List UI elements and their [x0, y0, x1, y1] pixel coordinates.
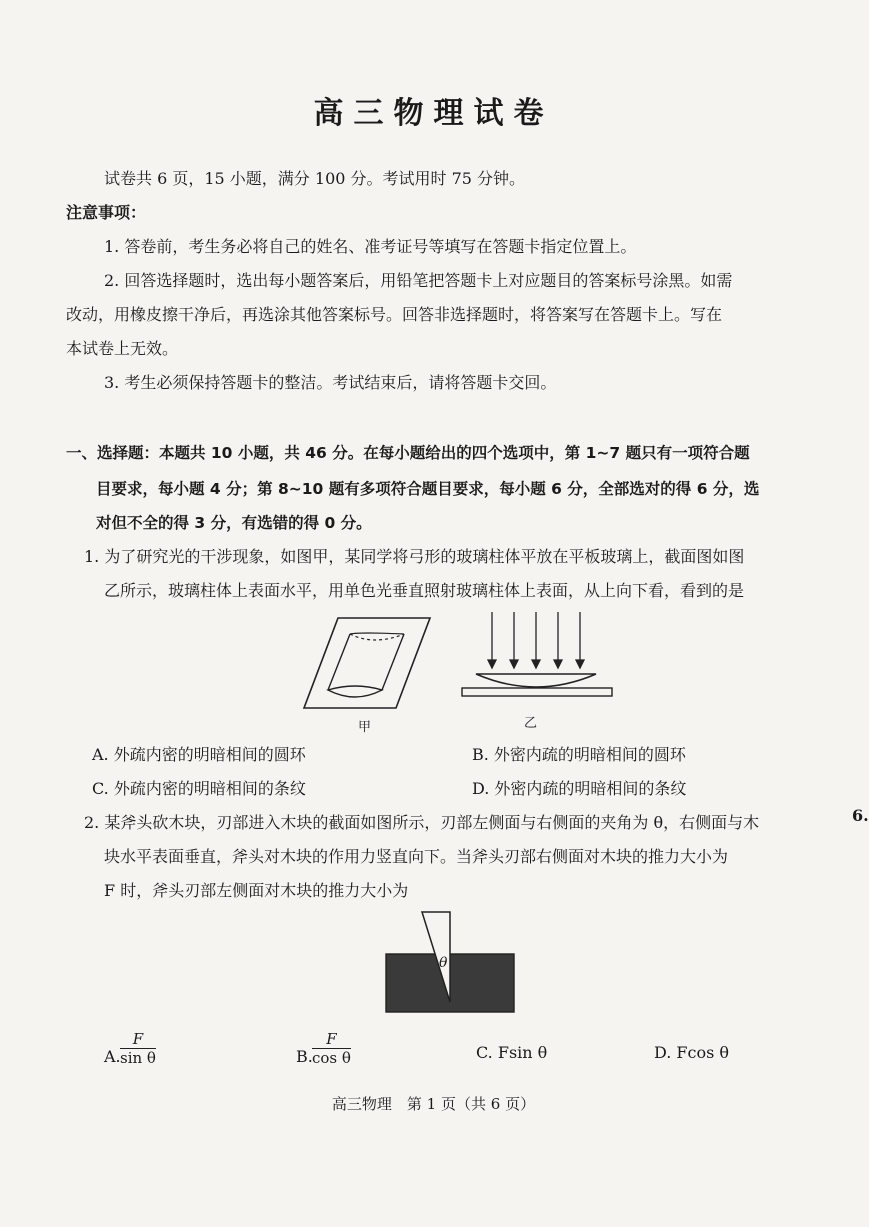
adjacent-page-number: 6. [852, 806, 869, 825]
q1-figure-jia-label: 甲 [358, 720, 372, 735]
q1-option-a[interactable]: A. 外疏内密的明暗相间的圆环 [92, 745, 306, 764]
q1-stem-1: 1. 为了研究光的干涉现象，如图甲，某同学将弓形的玻璃柱体平放在平板玻璃上，截面图如图 [84, 547, 745, 566]
q2-option-a-numerator: F [120, 1030, 156, 1049]
note-3: 3. 考生必须保持答题卡的整洁。考试结束后，请将答题卡交回。 [104, 373, 557, 392]
page-footer: 高三物理 第 1 页（共 6 页） [331, 1095, 536, 1113]
q2-option-b-numerator: F [312, 1030, 351, 1049]
exam-intro: 试卷共 6 页，15 小题，满分 100 分。考试用时 75 分钟。 [104, 169, 526, 188]
q1-figure-jia [300, 612, 440, 717]
note-1: 1. 答卷前，考生务必将自己的姓名、准考证号等填写在答题卡指定位置上。 [104, 237, 637, 256]
q1-figure-yi [462, 610, 612, 710]
q2-option-d[interactable]: D. Fcos θ [654, 1043, 730, 1062]
q2-option-a-prefix[interactable]: A. [104, 1047, 121, 1066]
section-1-instructions: 一、选择题：本题共 10 小题，共 46 分。在每小题给出的四个选项中，第 1~7 题只有一项符合题 [66, 444, 750, 462]
q2-option-b-fraction[interactable] [312, 1030, 351, 1067]
notes-heading: 注意事项： [66, 203, 147, 222]
q2-option-a-denominator: sin θ [120, 1049, 156, 1067]
q2-axe-figure [384, 910, 518, 1014]
page-title: 高三物理试卷 [313, 96, 554, 131]
q2-option-c[interactable]: C. Fsin θ [476, 1043, 548, 1062]
note-2-cont: 改动，用橡皮擦干净后，再选涂其他答案标号。回答非选择题时，将答案写在答题卡上。写在 [66, 305, 723, 324]
q2-stem-3: F 时，斧头刃部左侧面对木块的推力大小为 [104, 881, 409, 900]
q2-stem-2: 块水平表面垂直，斧头对木块的作用力竖直向下。当斧头刃部右侧面对木块的推力大小为 [104, 847, 729, 866]
section-1-instructions-3: 对但不全的得 3 分，有选错的得 0 分。 [96, 514, 372, 532]
q1-figure-yi-label: 乙 [524, 716, 538, 731]
q1-option-d[interactable]: D. 外密内疏的明暗相间的条纹 [472, 779, 687, 798]
q2-stem-1: 2. 某斧头砍木块，刃部进入木块的截面如图所示，刃部左侧面与右侧面的夹角为 θ，右侧面与木 [84, 813, 760, 832]
section-1-instructions-2: 目要求，每小题 4 分；第 8~10 题有多项符合题目要求，每小题 6 分，全部选对的得 6 分，选 [96, 480, 760, 498]
q1-option-c[interactable]: C. 外疏内密的明暗相间的条纹 [92, 779, 306, 798]
note-2: 2. 回答选择题时，选出每小题答案后，用铅笔把答题卡上对应题目的答案标号涂黑。如需 [104, 271, 733, 290]
q2-option-b-denominator: cos θ [312, 1049, 351, 1067]
q1-stem-2: 乙所示，玻璃柱体上表面水平，用单色光垂直照射玻璃柱体上表面，从上向下看，看到的是 [104, 581, 745, 600]
q2-theta-label: θ [439, 955, 448, 971]
note-2-end: 本试卷上无效。 [66, 339, 179, 358]
q2-option-a-fraction[interactable] [120, 1030, 156, 1067]
q1-option-b[interactable]: B. 外密内疏的明暗相间的圆环 [472, 745, 686, 764]
q2-option-b-prefix[interactable]: B. [296, 1047, 313, 1066]
